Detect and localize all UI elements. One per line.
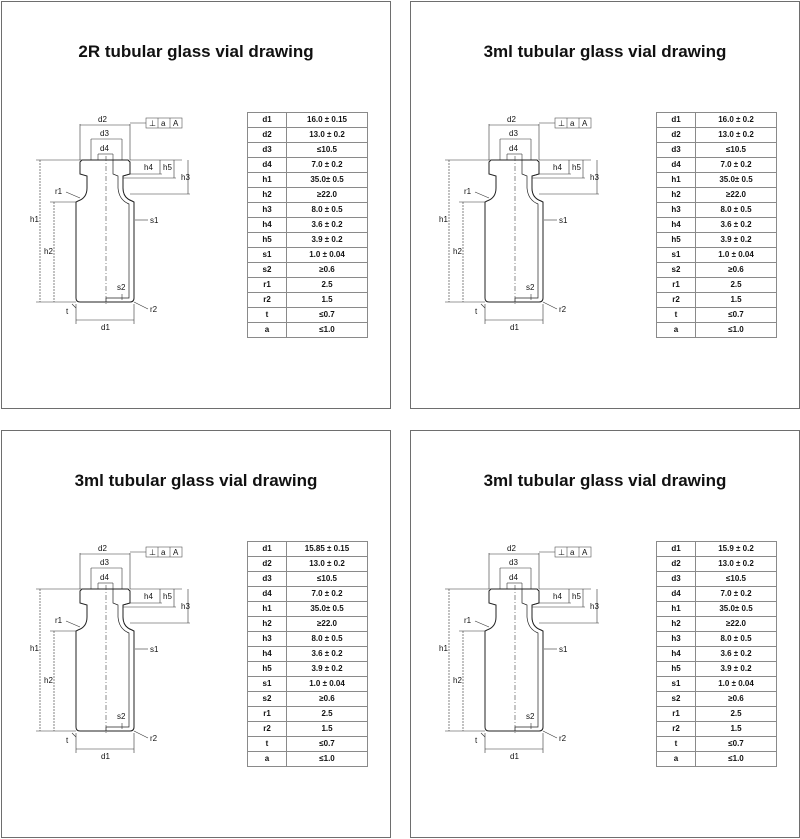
drawing-panel-3: [1, 430, 391, 838]
spec-row: [657, 143, 777, 158]
spec-key: h1: [657, 173, 696, 188]
spec-value: 35.0± 0.5: [287, 602, 368, 617]
spec-key: s2: [657, 263, 696, 278]
label-d1: d1: [510, 752, 519, 761]
spec-row: [248, 542, 368, 557]
spec-key: d3: [248, 143, 287, 158]
label-d1: d1: [101, 323, 110, 332]
spec-value: 7.0 ± 0.2: [696, 587, 777, 602]
spec-key: h5: [248, 662, 287, 677]
spec-value: 3.6 ± 0.2: [696, 647, 777, 662]
spec-row: [657, 557, 777, 572]
label-h2: h2: [44, 676, 53, 685]
label-h1: h1: [439, 644, 448, 653]
spec-row: [657, 188, 777, 203]
spec-key: d2: [657, 557, 696, 572]
spec-key: s2: [248, 692, 287, 707]
spec-key: s1: [248, 248, 287, 263]
spec-row: [657, 278, 777, 293]
label-r1: r1: [464, 616, 472, 625]
spec-value: 16.0 ± 0.2: [696, 113, 777, 128]
left-dimensions: [36, 160, 82, 302]
right-dimensions: [123, 589, 190, 623]
label-t: t: [66, 736, 69, 745]
label-d4: d4: [100, 573, 109, 582]
label-s1: s1: [150, 645, 159, 654]
spec-key: d1: [657, 542, 696, 557]
spec-row: [248, 617, 368, 632]
r2-leader: [543, 731, 557, 738]
spec-row: [248, 632, 368, 647]
spec-row: [657, 218, 777, 233]
spec-value: 1.5: [696, 722, 777, 737]
spec-key: s2: [248, 263, 287, 278]
spec-row: [657, 722, 777, 737]
label-h4: h4: [144, 592, 153, 601]
spec-key: h1: [657, 602, 696, 617]
label-h3: h3: [181, 173, 190, 182]
label-d1: d1: [510, 323, 519, 332]
label-h2: h2: [453, 247, 462, 256]
spec-key: h3: [248, 203, 287, 218]
spec-value: 3.6 ± 0.2: [696, 218, 777, 233]
left-dimensions: [36, 589, 82, 731]
tol-a: a: [161, 119, 166, 128]
vial-drawing: [431, 102, 641, 342]
t-leader: [72, 733, 76, 737]
label-t: t: [475, 307, 478, 316]
panel-title: 2R tubular glass vial drawing: [78, 42, 314, 61]
spec-key: r1: [657, 278, 696, 293]
spec-row: [657, 662, 777, 677]
t-leader: [481, 733, 485, 737]
tol-a: a: [570, 548, 575, 557]
t-leader: [481, 304, 485, 308]
bottom-dimension: [485, 304, 543, 324]
spec-key: r2: [248, 293, 287, 308]
spec-value: ≤10.5: [696, 143, 777, 158]
label-s2: s2: [526, 283, 535, 292]
spec-key: h2: [248, 617, 287, 632]
drawing-panel-4: [410, 430, 800, 838]
spec-table: [656, 112, 777, 338]
spec-value: ≤10.5: [287, 572, 368, 587]
spec-row: [248, 737, 368, 752]
label-h1: h1: [30, 215, 39, 224]
spec-row: [248, 662, 368, 677]
spec-row: [657, 203, 777, 218]
spec-row: [657, 692, 777, 707]
r1-leader: [66, 192, 80, 198]
spec-row: [248, 173, 368, 188]
spec-key: d4: [657, 158, 696, 173]
spec-value: ≤1.0: [287, 323, 368, 338]
label-s2: s2: [526, 712, 535, 721]
spec-key: d3: [657, 572, 696, 587]
spec-table: [656, 541, 777, 767]
label-h3: h3: [590, 173, 599, 182]
spec-value: 3.6 ± 0.2: [287, 218, 368, 233]
spec-key: d1: [248, 113, 287, 128]
spec-row: [248, 647, 368, 662]
spec-row: [248, 677, 368, 692]
spec-key: a: [657, 752, 696, 767]
spec-value: ≤1.0: [696, 323, 777, 338]
label-r2: r2: [150, 734, 158, 743]
tol-perp: ⊥: [149, 548, 156, 557]
tolerance-frame: [130, 547, 182, 557]
label-d1: d1: [101, 752, 110, 761]
label-r1: r1: [55, 187, 63, 196]
spec-row: [657, 233, 777, 248]
spec-value: 35.0± 0.5: [696, 173, 777, 188]
spec-row: [248, 278, 368, 293]
spec-value: 3.9 ± 0.2: [287, 233, 368, 248]
spec-row: [248, 692, 368, 707]
bottom-dimension: [76, 733, 134, 753]
spec-key: s1: [657, 248, 696, 263]
spec-row: [657, 587, 777, 602]
bottom-dimension: [76, 304, 134, 324]
right-dimensions: [532, 160, 599, 194]
spec-row: [657, 707, 777, 722]
spec-row: [657, 308, 777, 323]
spec-value: 1.5: [696, 293, 777, 308]
spec-key: d3: [657, 143, 696, 158]
vial-outline: [485, 160, 543, 302]
spec-row: [248, 752, 368, 767]
label-d2: d2: [507, 544, 516, 553]
spec-key: d1: [248, 542, 287, 557]
spec-row: [657, 677, 777, 692]
tol-a: a: [161, 548, 166, 557]
label-h4: h4: [144, 163, 153, 172]
spec-key: t: [248, 737, 287, 752]
right-dimensions: [123, 160, 190, 194]
spec-value: ≥0.6: [287, 263, 368, 278]
spec-value: 1.0 ± 0.04: [696, 677, 777, 692]
spec-value: ≥22.0: [696, 617, 777, 632]
vial-drawing: [22, 102, 232, 342]
label-d4: d4: [100, 144, 109, 153]
label-d3: d3: [100, 558, 109, 567]
tol-perp: ⊥: [558, 548, 565, 557]
tol-perp: ⊥: [149, 119, 156, 128]
spec-row: [248, 143, 368, 158]
spec-value: 2.5: [696, 278, 777, 293]
spec-key: d4: [657, 587, 696, 602]
spec-key: h5: [657, 233, 696, 248]
spec-value: 1.5: [287, 293, 368, 308]
spec-row: [248, 587, 368, 602]
spec-value: 7.0 ± 0.2: [696, 158, 777, 173]
spec-row: [657, 128, 777, 143]
spec-key: d2: [657, 128, 696, 143]
spec-value: ≥22.0: [696, 188, 777, 203]
spec-row: [248, 557, 368, 572]
label-d2: d2: [507, 115, 516, 124]
panel-title: 3ml tubular glass vial drawing: [74, 471, 318, 490]
label-h2: h2: [44, 247, 53, 256]
spec-row: [657, 752, 777, 767]
spec-value: 13.0 ± 0.2: [287, 557, 368, 572]
label-h3: h3: [590, 602, 599, 611]
spec-row: [657, 248, 777, 263]
drawing-panel-1: [1, 1, 391, 409]
spec-key: s1: [657, 677, 696, 692]
label-s1: s1: [150, 216, 159, 225]
spec-key: r2: [248, 722, 287, 737]
spec-value: 8.0 ± 0.5: [696, 632, 777, 647]
spec-row: [657, 572, 777, 587]
left-dimensions: [445, 160, 491, 302]
label-d4: d4: [509, 144, 518, 153]
spec-value: 2.5: [287, 278, 368, 293]
label-h5: h5: [572, 592, 581, 601]
spec-value: 1.0 ± 0.04: [287, 677, 368, 692]
label-h2: h2: [453, 676, 462, 685]
spec-value: 35.0± 0.5: [696, 602, 777, 617]
bottom-dimension: [485, 733, 543, 753]
spec-row: [248, 188, 368, 203]
label-d3: d3: [509, 129, 518, 138]
spec-key: h4: [657, 218, 696, 233]
r1-leader: [475, 192, 489, 198]
spec-key: t: [657, 308, 696, 323]
label-h5: h5: [163, 592, 172, 601]
spec-value: ≥0.6: [696, 263, 777, 278]
spec-row: [657, 542, 777, 557]
spec-value: 1.5: [287, 722, 368, 737]
tol-a: a: [570, 119, 575, 128]
spec-value: ≤0.7: [287, 308, 368, 323]
label-r2: r2: [559, 305, 567, 314]
panel-title: 3ml tubular glass vial drawing: [483, 471, 727, 490]
spec-key: r2: [657, 293, 696, 308]
spec-key: s2: [657, 692, 696, 707]
label-r1: r1: [55, 616, 63, 625]
label-s2: s2: [117, 283, 126, 292]
spec-value: 35.0± 0.5: [287, 173, 368, 188]
spec-row: [657, 173, 777, 188]
spec-value: 1.0 ± 0.04: [696, 248, 777, 263]
tolerance-frame: [130, 118, 182, 128]
spec-row: [657, 263, 777, 278]
vial-outline: [76, 160, 134, 302]
spec-row: [248, 323, 368, 338]
label-h5: h5: [163, 163, 172, 172]
label-h4: h4: [553, 163, 562, 172]
spec-key: r1: [248, 707, 287, 722]
spec-key: h4: [248, 647, 287, 662]
spec-key: h3: [248, 632, 287, 647]
spec-row: [657, 617, 777, 632]
spec-row: [248, 158, 368, 173]
spec-row: [248, 248, 368, 263]
spec-value: ≤10.5: [696, 572, 777, 587]
label-d2: d2: [98, 544, 107, 553]
spec-key: h5: [657, 662, 696, 677]
spec-key: h3: [657, 203, 696, 218]
spec-key: s1: [248, 677, 287, 692]
spec-value: 13.0 ± 0.2: [696, 557, 777, 572]
spec-key: h4: [657, 647, 696, 662]
spec-value: 2.5: [696, 707, 777, 722]
spec-row: [657, 632, 777, 647]
spec-value: 15.85 ± 0.15: [287, 542, 368, 557]
tol-A: A: [582, 119, 588, 128]
label-d3: d3: [100, 129, 109, 138]
spec-row: [248, 308, 368, 323]
spec-key: a: [657, 323, 696, 338]
vial-outline: [485, 589, 543, 731]
spec-key: t: [248, 308, 287, 323]
spec-key: h4: [248, 218, 287, 233]
spec-row: [657, 113, 777, 128]
tolerance-frame: [539, 118, 591, 128]
label-h1: h1: [30, 644, 39, 653]
spec-key: d3: [248, 572, 287, 587]
spec-value: 8.0 ± 0.5: [287, 203, 368, 218]
spec-row: [248, 722, 368, 737]
left-dimensions: [445, 589, 491, 731]
label-r2: r2: [150, 305, 158, 314]
spec-key: r2: [657, 722, 696, 737]
r2-leader: [134, 731, 148, 738]
label-t: t: [66, 307, 69, 316]
tol-A: A: [173, 548, 179, 557]
spec-value: ≤0.7: [696, 737, 777, 752]
spec-row: [248, 233, 368, 248]
vial-drawing: [431, 531, 641, 771]
vial-outline: [76, 589, 134, 731]
spec-value: 3.9 ± 0.2: [696, 233, 777, 248]
spec-row: [657, 323, 777, 338]
spec-row: [657, 158, 777, 173]
spec-value: 3.6 ± 0.2: [287, 647, 368, 662]
spec-row: [248, 203, 368, 218]
label-d3: d3: [509, 558, 518, 567]
spec-row: [248, 707, 368, 722]
spec-value: ≥0.6: [287, 692, 368, 707]
spec-key: h1: [248, 173, 287, 188]
spec-value: 15.9 ± 0.2: [696, 542, 777, 557]
label-h4: h4: [553, 592, 562, 601]
right-dimensions: [532, 589, 599, 623]
spec-value: 3.9 ± 0.2: [287, 662, 368, 677]
spec-key: t: [657, 737, 696, 752]
spec-key: d2: [248, 557, 287, 572]
tol-A: A: [173, 119, 179, 128]
panel-title: 3ml tubular glass vial drawing: [483, 42, 727, 61]
spec-row: [248, 602, 368, 617]
spec-row: [657, 293, 777, 308]
spec-key: h3: [657, 632, 696, 647]
spec-key: r1: [657, 707, 696, 722]
spec-value: 1.0 ± 0.04: [287, 248, 368, 263]
spec-value: 13.0 ± 0.2: [696, 128, 777, 143]
label-d2: d2: [98, 115, 107, 124]
spec-key: h2: [657, 617, 696, 632]
r1-leader: [475, 621, 489, 627]
tol-A: A: [582, 548, 588, 557]
spec-value: 2.5: [287, 707, 368, 722]
spec-table: [247, 541, 368, 767]
spec-value: ≥22.0: [287, 188, 368, 203]
spec-key: h2: [657, 188, 696, 203]
label-h3: h3: [181, 602, 190, 611]
spec-key: a: [248, 323, 287, 338]
spec-value: 7.0 ± 0.2: [287, 158, 368, 173]
r1-leader: [66, 621, 80, 627]
spec-value: ≤1.0: [696, 752, 777, 767]
label-s1: s1: [559, 645, 568, 654]
spec-value: ≥22.0: [287, 617, 368, 632]
spec-key: d4: [248, 587, 287, 602]
label-h5: h5: [572, 163, 581, 172]
spec-key: d4: [248, 158, 287, 173]
r2-leader: [543, 302, 557, 309]
label-s2: s2: [117, 712, 126, 721]
spec-key: h2: [248, 188, 287, 203]
spec-key: h1: [248, 602, 287, 617]
spec-row: [248, 128, 368, 143]
spec-value: 13.0 ± 0.2: [287, 128, 368, 143]
spec-key: r1: [248, 278, 287, 293]
spec-row: [657, 602, 777, 617]
spec-table: [247, 112, 368, 338]
r2-leader: [134, 302, 148, 309]
spec-key: a: [248, 752, 287, 767]
label-r2: r2: [559, 734, 567, 743]
spec-value: ≤0.7: [696, 308, 777, 323]
spec-row: [657, 737, 777, 752]
spec-row: [248, 293, 368, 308]
label-r1: r1: [464, 187, 472, 196]
drawing-panel-2: [410, 1, 800, 409]
spec-value: 3.9 ± 0.2: [696, 662, 777, 677]
vial-drawing: [22, 531, 232, 771]
tolerance-frame: [539, 547, 591, 557]
spec-row: [248, 572, 368, 587]
spec-value: 16.0 ± 0.15: [287, 113, 368, 128]
spec-row: [248, 218, 368, 233]
spec-key: h5: [248, 233, 287, 248]
label-t: t: [475, 736, 478, 745]
spec-value: ≥0.6: [696, 692, 777, 707]
spec-row: [248, 113, 368, 128]
spec-row: [657, 647, 777, 662]
spec-value: 8.0 ± 0.5: [696, 203, 777, 218]
label-s1: s1: [559, 216, 568, 225]
spec-value: 8.0 ± 0.5: [287, 632, 368, 647]
t-leader: [72, 304, 76, 308]
spec-value: ≤1.0: [287, 752, 368, 767]
spec-value: ≤0.7: [287, 737, 368, 752]
label-h1: h1: [439, 215, 448, 224]
spec-value: ≤10.5: [287, 143, 368, 158]
tol-perp: ⊥: [558, 119, 565, 128]
spec-value: 7.0 ± 0.2: [287, 587, 368, 602]
spec-key: d1: [657, 113, 696, 128]
spec-key: d2: [248, 128, 287, 143]
label-d4: d4: [509, 573, 518, 582]
spec-row: [248, 263, 368, 278]
